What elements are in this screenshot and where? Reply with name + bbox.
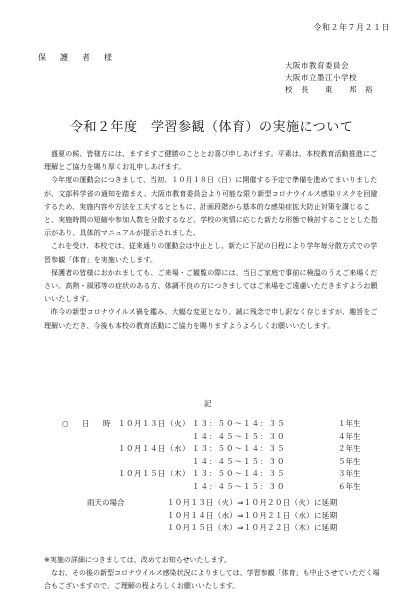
rain-label: 雨天の場合 bbox=[87, 498, 125, 507]
document-date: 令和２年７月２１日 bbox=[313, 23, 390, 32]
body-text bbox=[44, 148, 384, 333]
schedule-time: １４：４５～１５：３０ bbox=[192, 481, 286, 491]
schedule-grade: ３年生 bbox=[338, 469, 361, 478]
body-paragraph: 盛夏の候、皆様方には、ますますご健勝のこととお喜び申しあげます。平素は、本校教育活動推進にご理解とご協力を賜り厚くお礼申しあげます。 bbox=[44, 150, 378, 172]
body-paragraph: 今年度の運動会につきまして、当初、１０月１８日（日）に開催する予定で準備を進めてまいりましたが、文部科学省の通知を踏まえ、大阪市教育委員会より可能な限り新型コロナウイルス感染リスクを回避するため、実施内容や方法を工夫するとともに、計画段階から基本的な感染症拡大防止対策を講じること、実施時間の短縮や参加人数を分散するなど、学校の実情に応じた新たな形態で検討することとした指示があり、具体的マニュアルが提示されました。 bbox=[44, 176, 378, 238]
footnote bbox=[44, 554, 384, 593]
schedule-grade: ６年生 bbox=[338, 481, 361, 491]
rain-postponement: １０月１５日（木）⇒１０月２２日（木）に延期 bbox=[167, 523, 338, 532]
sender-block bbox=[285, 60, 373, 96]
schedule-time: １３：５０～１４：３５ bbox=[192, 469, 286, 478]
body-paragraph: 昨今の新型コロナウイルス禍を鑑み、大幅な変更となり、誠に残念で申し訳なく存じますが、趣旨をご理解いただき、今後も本校の教育活動にご協力を賜りますようよろしくお願いいたします。 bbox=[44, 308, 378, 330]
ki-heading: 記 bbox=[204, 399, 212, 408]
schedule-label: ○ 日 時 bbox=[62, 419, 114, 428]
sender-organization: 大阪市教育委員会 bbox=[285, 61, 349, 70]
schedule-date: １０月１４日（水） bbox=[118, 444, 190, 453]
rain-postponement: １０月１３日（火）⇒１０月２０日（火）に延期 bbox=[167, 498, 338, 507]
schedule-grade: ２年生 bbox=[338, 444, 361, 453]
sender-principal: 校 長 東 邦 裕 bbox=[285, 85, 373, 94]
schedule-grade: １年生 bbox=[338, 419, 361, 428]
schedule-date: １０月１５日（木） bbox=[118, 469, 190, 478]
rain-postponement: １０月１４日（水）⇒１０月２１日（水）に延期 bbox=[167, 510, 338, 520]
document-title: 令和２年度 学習参観（体育）の実施について bbox=[70, 120, 354, 135]
schedule-time: １４：４５～１５：３０ bbox=[192, 431, 286, 441]
footnote-line: なお、その後の新型コロナウイルス感染状況によりましては、学習参観「体育」も中止させていただく場合もございますので、ご理解の程よろしくお願いいたします。 bbox=[44, 569, 380, 590]
addressee: 保 護 者 様 bbox=[38, 53, 115, 62]
footnote-line: ※実施の詳細につきましては、改めてお知らせいたします。 bbox=[44, 556, 231, 564]
schedule-grade: ４年生 bbox=[338, 431, 361, 441]
schedule-time: １４：４５～１５：３０ bbox=[192, 456, 286, 466]
schedule-time: １３：５０～１４：３５ bbox=[192, 419, 286, 428]
sender-school: 大阪市立墨江小学校 bbox=[285, 73, 357, 82]
body-paragraph: これを受け、本校では、従来通りの運動会は中止とし、新たに下記の日程により学年毎分散方式での学習参観「体育」を実施いたします。 bbox=[44, 242, 378, 264]
schedule-time: １３：５０～１４：３５ bbox=[192, 444, 286, 453]
body-paragraph: 保護者の皆様におかれましても、ご来場・ご観覧の際には、当日ご家庭で事前に検温のうえご来場ください。高熱・風邪等の症状のある方、体調不良の方につきましてはご来場をご遠慮いただきますようお願いいたします。 bbox=[44, 268, 378, 304]
schedule-grade: ５年生 bbox=[338, 456, 361, 466]
schedule-date: １０月１３日（火） bbox=[118, 419, 190, 428]
